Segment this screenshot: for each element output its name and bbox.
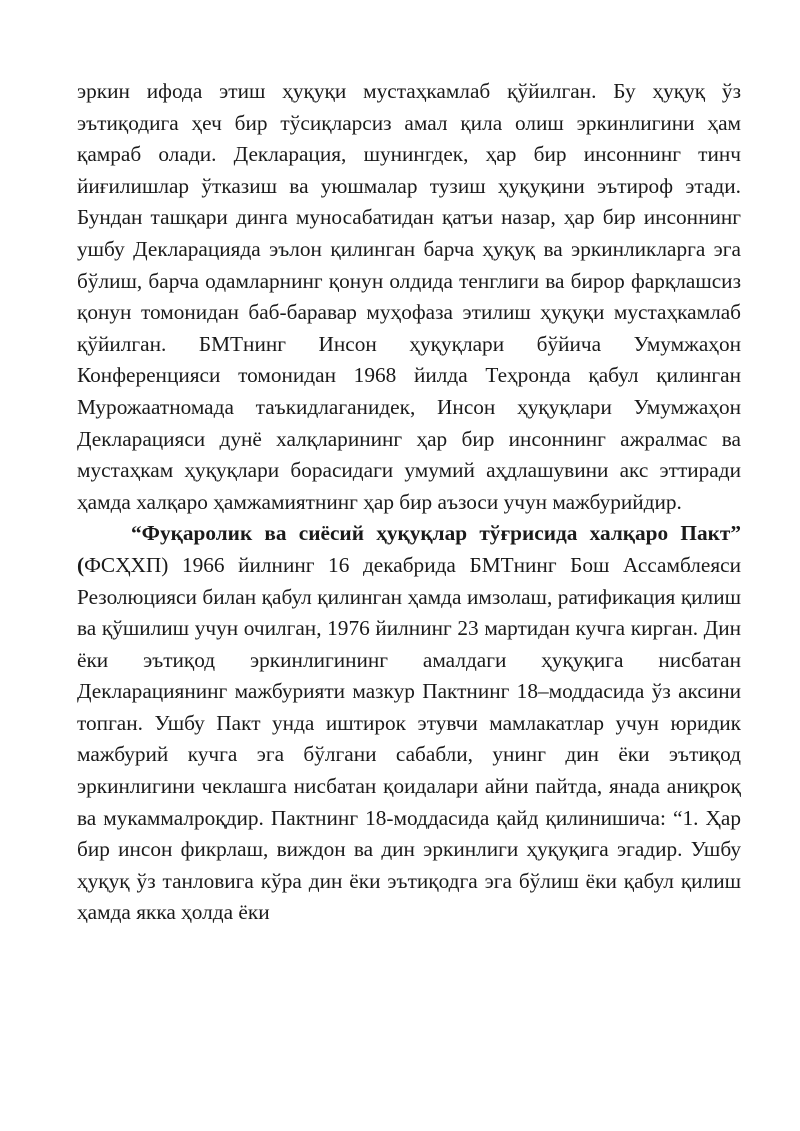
paragraph-text: эркин ифода этиш ҳуқуқи мустаҳкамлаб қўйилган. Бу ҳуқуқ ўз эътиқодига ҳеч бир тўсиқларсиз амал қила олиш эркинлигини ҳам қамраб олади. Декларация, шунингдек, ҳар бир инсоннинг тинч йиғилишлар ўтказиш ва уюшмалар тузиш ҳуқуқини эътироф этади. Бундан ташқари динга муносабатидан қатъи назар, ҳар бир инсоннинг ушбу Декларацияда эълон қилинган барча ҳуқуқ ва эркинликларга эга бўлиш, барча одамларнинг қонун олдида тенглиги ва бирор фарқлашсиз қонун томонидан баб-баравар муҳофаза этилиш ҳуқуқи мустаҳкамлаб қўйилган. БМТнинг Инсон ҳуқуқлари бўйича Умумжаҳон Конференцияси томонидан 1968 йилда Теҳронда қабул қилинган Мурожаатномада таъкидлаганидек, Инсон ҳуқуқлари Умумжаҳон Декларацияси дунё халқларининг ҳар бир инсоннинг ажралмас ва мустаҳкам ҳуқуқлари борасидаги умумий аҳдлашувини акс эттиради ҳамда халқаро ҳамжамиятнинг ҳар бир аъзоси учун мажбурийдир. bbox=[77, 79, 741, 514]
document-page bbox=[77, 76, 741, 929]
paragraph-covenant bbox=[77, 518, 741, 929]
covenant-title: “Фуқаролик ва сиёсий ҳуқуқлар тўғрисида халқаро Пакт” ( bbox=[77, 521, 741, 577]
paragraph-text: ФСҲХП) 1966 йилнинг 16 декабрида БМТнинг Бош Ассамблеяси Резолюцияси билан қабул қилинган ҳамда имзолаш, ратификация қилиш ва қўшилиш учун очилган, 1976 йилнинг 23 мартидан кучга кирган. Дин ёки эътиқод эркинлигининг амалдаги ҳуқуқига нисбатан Декларациянинг мажбурияти мазкур Пактнинг 18–моддасида ўз аксини топган. Ушбу Пакт унда иштирок этувчи мамлакатлар учун юридик мажбурий кучга эга бўлгани сабабли, унинг дин ёки эътиқод эркинлигини чеклашга нисбатан қоидалари айни пайтда, янада аниқроқ ва мукаммалроқдир. Пактнинг 18-моддасида қайд қилинишича: “1. Ҳар бир инсон фикрлаш, виждон ва дин эркинлиги ҳуқуқига эгадир. Ушбу ҳуқуқ ўз танловига кўра дин ёки эътиқодга эга бўлиш ёки қабул қилиш ҳамда якка ҳолда ёки bbox=[77, 552, 741, 925]
paragraph-declaration bbox=[77, 76, 741, 518]
